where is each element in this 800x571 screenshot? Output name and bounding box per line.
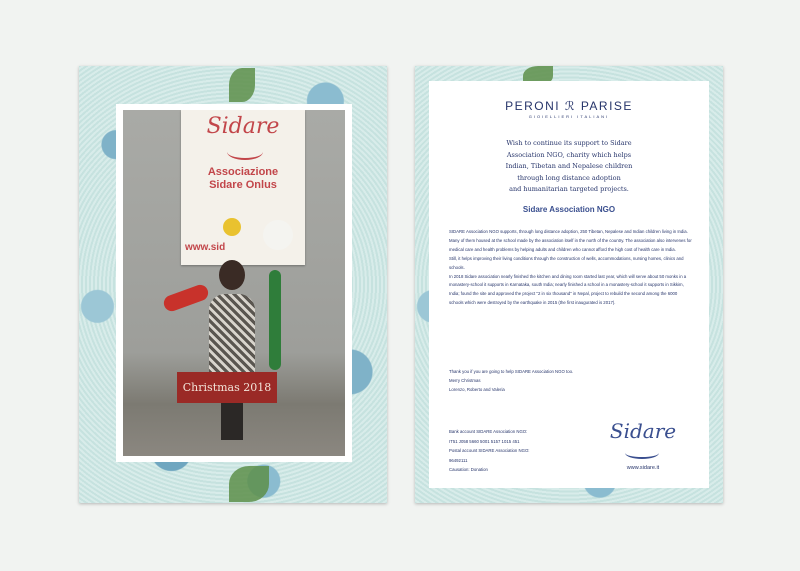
banner-association-line2: Sidare Onlus [209,179,277,191]
hands-icon [625,447,659,459]
bank-line: Causation: Donation [449,467,488,473]
body-paragraph: SIDARE Association NGO supports, through long distance adoption, 250 Tibetan, Nepalese and Indian children living in India. Many of them housed at the school made by the association itself in the north of the country. The association also intervenes for medical care and health problems by helping adults and children who cannot afford the high cost of health care in India. [449,229,692,252]
body-paragraph: In 2018 Sidare association nearly finished the kitchen and dining room started last year, which will serve about 50 monks in a monastery-school it supports in Karnataka, south India; nearly finished a school in a monastery-school it supports in Sikkim, India; found the site and approved the project "2 in six thousand" in Nepal, project to rebuild the second among the 6000 schools which were destroyed by the earthquake in 2015 (the first inaugurated is 2017). [449,273,687,306]
intro-line: Association NGO, charity which helps [506,150,632,159]
leaf-decoration [229,466,269,502]
brand-subtitle: GIOIELLIERI ITALIANI [528,114,610,119]
banner-association [181,166,305,192]
leaf-decoration [229,68,255,102]
bank-line: Postal account SIDARE Association NGO: [449,448,530,454]
intro-text [449,138,689,196]
intro-line: Indian, Tibetan and Nepalese children [505,162,633,170]
body-text [449,228,693,308]
thanks-line: Thank you if you are going to help SIDARE Association NGO too. [449,369,574,374]
banner-url: www.sid [185,242,226,253]
front-card [79,66,387,503]
hands-icon [227,144,263,160]
christmas-caption: Christmas 2018 [177,372,277,403]
bank-line: 96492111 [449,457,468,463]
bank-line: IT51 J058 5660 5001 5157 1015 451 [449,438,520,444]
intro-line: and humanitarian targeted projects. [509,185,629,193]
body-paragraph: Still, it helps improving their living conditions through the construction of wells, accommodations, nursing homes, clinics and schools. [449,255,684,270]
back-card [415,66,723,503]
signature-line: Lorenzo, Roberto and Valeria [449,386,505,392]
brand-logo: PERONI ℛ PARISE [505,99,633,113]
banner-association-line1: Associazione [207,166,279,178]
balloon-flower-yellow [223,218,241,236]
closing-text [449,368,693,395]
child-figure [207,260,257,450]
child-head [219,260,245,290]
sidare-logo: Sidare [609,419,677,443]
intro-line: Wish to continue its support to Sidare [506,139,632,147]
bank-line: Bank account SIDARE Association NGO: [449,429,528,434]
website-link[interactable]: www.sidare.it [626,465,660,471]
child-photo [123,110,345,456]
balloon-flower-red [162,283,211,314]
section-heading: Sidare Association NGO [522,205,616,214]
balloon-flower-white [263,220,293,250]
intro-line: through long distance adoption [517,173,621,182]
photo-frame [116,104,352,462]
bank-details [449,427,589,475]
banner-logo: Sidare [206,114,280,139]
balloon-flower-green [269,270,281,370]
greeting-line: Merry Christmas [449,377,481,383]
letter-page [429,81,709,488]
